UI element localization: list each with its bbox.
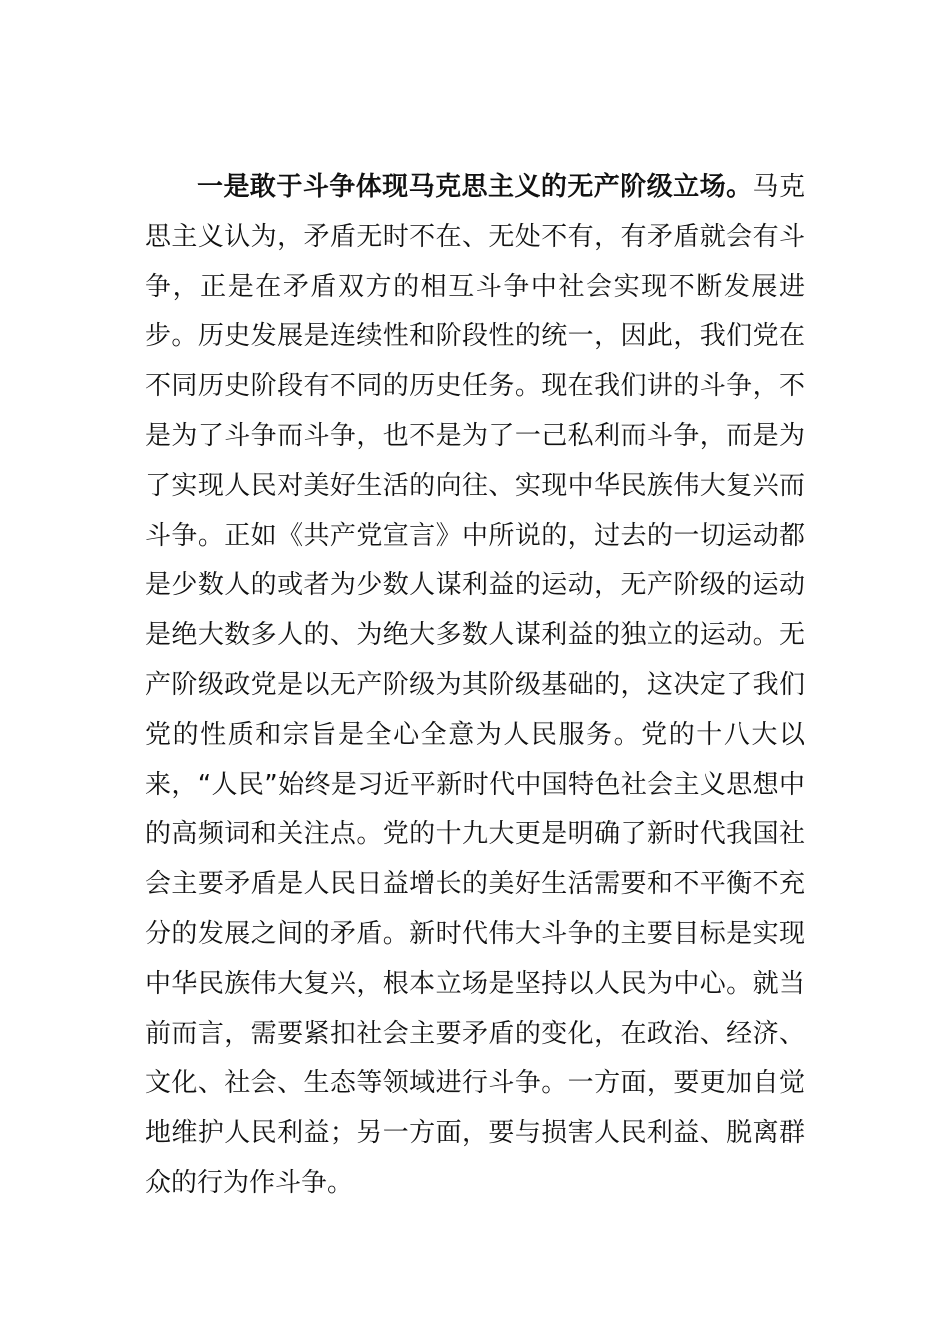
paragraph-lead-heading: 一是敢于斗争体现马克思主义的无产阶级立场。: [197, 172, 753, 202]
body-paragraph: [145, 163, 805, 1209]
paragraph-body-text: 马克思主义认为，矛盾无时不在、无处不有，有矛盾就会有斗争，正是在矛盾双方的相互斗争中社会实现不断发展进步。历史发展是连续性和阶段性的统一，因此，我们党在不同历史阶段有不同的历史任务。现在我们讲的斗争，不是为了斗争而斗争，也不是为了一己私利而斗争，而是为了实现人民对美好生活的向往、实现中华民族伟大复兴而斗争。正如《共产党宣言》中所说的，过去的一切运动都是少数人的或者为少数人谋利益的运动，无产阶级的运动是绝大数多人的、为绝大多数人谋利益的独立的运动。无产阶级政党是以无产阶级为其阶级基础的，这决定了我们党的性质和宗旨是全心全意为人民服务。党的十八大以来，“人民”始终是习近平新时代中国特色社会主义思想中的高频词和关注点。党的十九大更是明确了新时代我国社会主要矛盾是人民日益增长的美好生活需要和不平衡不充分的发展之间的矛盾。新时代伟大斗争的主要目标是实现中华民族伟大复兴，根本立场是坚持以人民为中心。就当前而言，需要紧扣社会主要矛盾的变化，在政治、经济、文化、社会、生态等领域进行斗争。一方面，要更加自觉地维护人民利益；另一方面，要与损害人民利益、脱离群众的行为作斗争。: [145, 172, 805, 1198]
